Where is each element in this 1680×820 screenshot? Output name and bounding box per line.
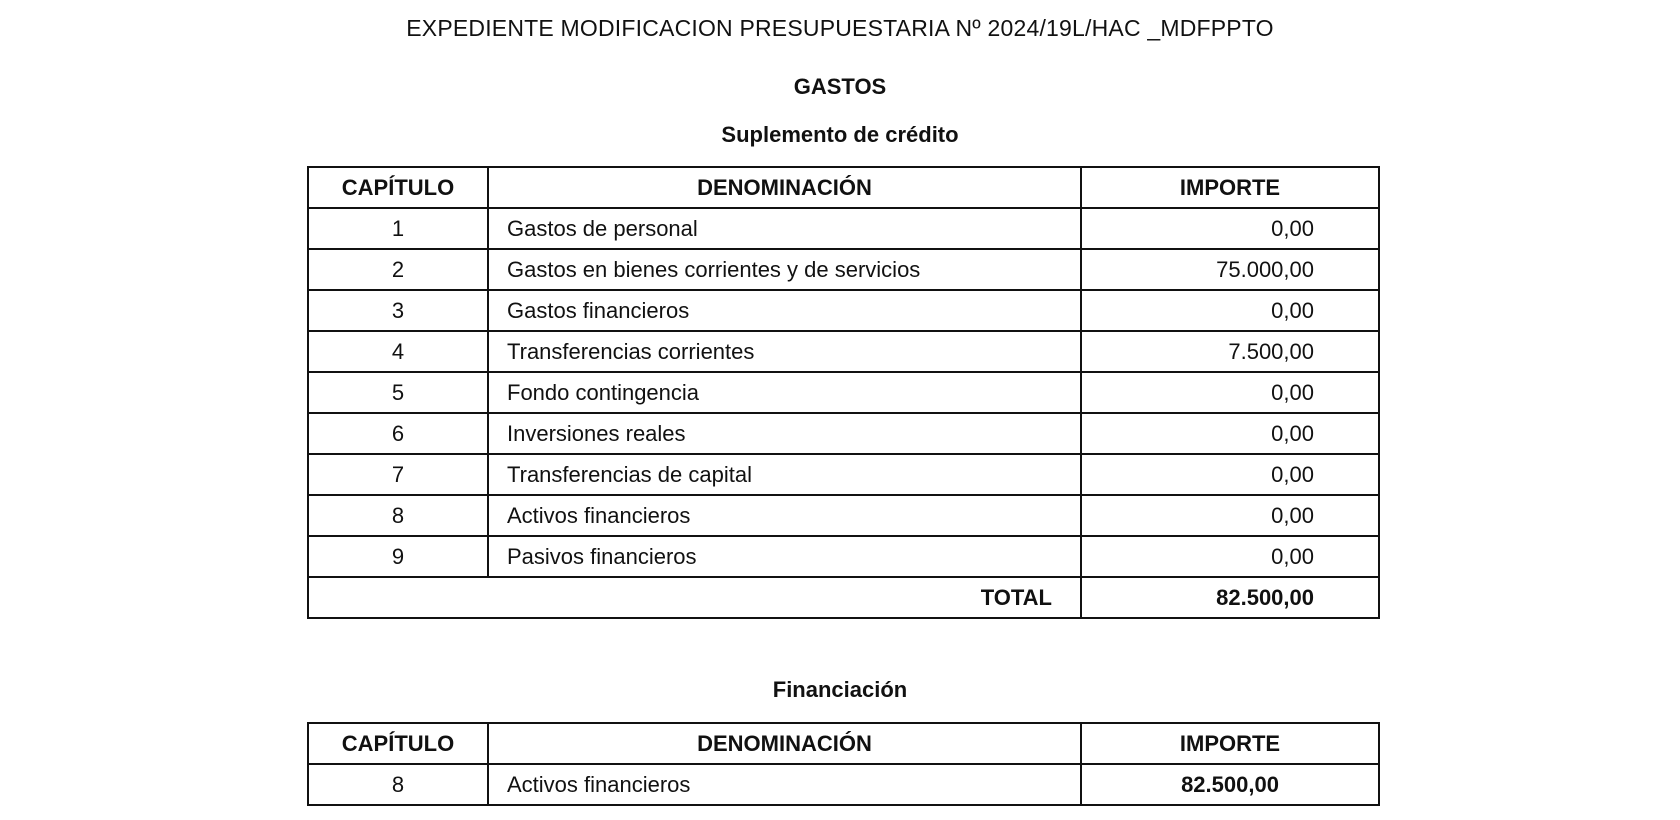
cell-capitulo: 4 [308, 331, 488, 372]
cell-importe: 0,00 [1081, 536, 1379, 577]
header-importe: IMPORTE [1081, 723, 1379, 764]
cell-denominacion: Inversiones reales [488, 413, 1081, 454]
cell-denominacion: Transferencias corrientes [488, 331, 1081, 372]
cell-denominacion: Fondo contingencia [488, 372, 1081, 413]
total-row [308, 577, 1379, 618]
cell-denominacion: Gastos de personal [488, 208, 1081, 249]
subsection-title-financiacion: Financiación [772, 677, 908, 702]
table-row [308, 372, 1379, 413]
table-header-row [308, 723, 1379, 764]
cell-denominacion: Pasivos financieros [488, 536, 1081, 577]
suplemento-credito-table [307, 166, 1380, 619]
cell-denominacion: Transferencias de capital [488, 454, 1081, 495]
cell-denominacion: Activos financieros [488, 495, 1081, 536]
cell-capitulo: 8 [308, 495, 488, 536]
table-row [308, 454, 1379, 495]
cell-capitulo: 1 [308, 208, 488, 249]
table-row [308, 764, 1379, 805]
table-row [308, 208, 1379, 249]
cell-capitulo: 6 [308, 413, 488, 454]
cell-importe: 75.000,00 [1081, 249, 1379, 290]
document-title: EXPEDIENTE MODIFICACION PRESUPUESTARIA Nº 2024/19L/HAC _MDFPPTO [406, 15, 1274, 41]
cell-importe: 0,00 [1081, 454, 1379, 495]
header-capitulo: CAPÍTULO [308, 167, 488, 208]
table-header-row [308, 167, 1379, 208]
cell-importe: 0,00 [1081, 372, 1379, 413]
cell-capitulo: 7 [308, 454, 488, 495]
cell-capitulo: 8 [308, 764, 488, 805]
table-row [308, 413, 1379, 454]
table-row [308, 290, 1379, 331]
header-capitulo: CAPÍTULO [308, 723, 488, 764]
header-importe: IMPORTE [1081, 167, 1379, 208]
cell-importe: 82.500,00 [1081, 764, 1379, 805]
header-denominacion: DENOMINACIÓN [488, 167, 1081, 208]
table-row [308, 495, 1379, 536]
cell-importe: 7.500,00 [1081, 331, 1379, 372]
cell-importe: 0,00 [1081, 290, 1379, 331]
cell-capitulo: 5 [308, 372, 488, 413]
cell-capitulo: 9 [308, 536, 488, 577]
table-row [308, 536, 1379, 577]
total-label: TOTAL [308, 577, 1081, 618]
financiacion-table [307, 722, 1380, 806]
cell-denominacion: Activos financieros [488, 764, 1081, 805]
cell-importe: 0,00 [1081, 208, 1379, 249]
cell-capitulo: 3 [308, 290, 488, 331]
header-denominacion: DENOMINACIÓN [488, 723, 1081, 764]
cell-denominacion: Gastos en bienes corrientes y de servicios [488, 249, 1081, 290]
subsection-title-suplemento: Suplemento de crédito [721, 122, 959, 147]
cell-importe: 0,00 [1081, 495, 1379, 536]
section-title-gastos: GASTOS [793, 74, 887, 99]
cell-importe: 0,00 [1081, 413, 1379, 454]
table-row [308, 331, 1379, 372]
table-row [308, 249, 1379, 290]
cell-denominacion: Gastos financieros [488, 290, 1081, 331]
total-value: 82.500,00 [1081, 577, 1379, 618]
cell-capitulo: 2 [308, 249, 488, 290]
